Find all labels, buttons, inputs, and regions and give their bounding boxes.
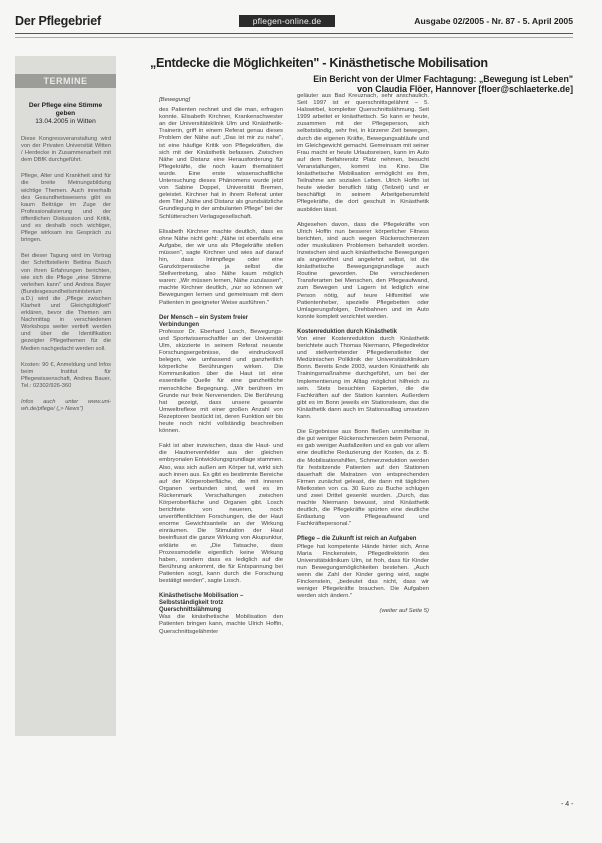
event-heading: Der Pflege eine Stimme geben <box>28 102 103 117</box>
article <box>150 56 573 635</box>
body-paragraph: Professor Dr. Eberhard Losch, Bewegungs- und Sportwissenschaftler an der Universität Ulm, skizzierte in seinem Referat neueste Forschungsergebnisse, die eindrucksvoll belegen, wie umfassend und ganzheitlich körperliche Berührungen wirken. Die Kommunikation über die Haut ist eine essentielle Quelle für eine ganzheitliche menschliche Begegnung. „Wir berühren im Grunde nur freie Nervenenden. Die Berührung hat gezeigt, dass unsere gesamte Umweltreflexe mit einer großen Anzahl von Rezeptoren bestückt ist, deren Funktion wir bis heute noch nicht vollständig beschreiben können. <box>159 328 283 435</box>
section-heading: Pflege – die Zukunft ist reich an Aufgaben <box>297 536 417 543</box>
body-paragraph: Was die kinästhetische Mobilisation den Patienten bringen kann, machte Ulrich Hoffin, Querschnittsgelähmter <box>159 614 283 635</box>
sidebar-label: TERMINE <box>15 74 116 88</box>
sidebar-paragraph: Diese Kongressveranstaltung wird von der Privaten Universität Witten / Herdecke in Zusammenarbeit mit dem DBfK durchgeführt. <box>21 136 111 164</box>
body-paragraph: Von einer Kostenreduktion durch Kinästhetik berichtete auch Thomas Niermann, Pflegedirektor und stellvertretender Pflegedienstleiter der Medizinischen Poliklinik der Universitätsklinikum Bonn. Bereits Ende 2003, wurden Kinästhetik als Trainingsmaßnahme durchgeführt, um bei der Implementierung im Alltag möglichst hilfreich zu sein. Stets besuchten Experten, die die Fachkräften auf der Station kannten. Außerdem gibt es im Bonn jeweils ein Stationsteam, das die Kinästhetik dann auch im Stationsalltag umsetzen kann. <box>297 336 429 421</box>
article-subtitle: Ein Bericht von der Ulmer Fachtagung: „Bewegung ist Leben" <box>313 74 573 84</box>
section-heading: Kinästhetische Mobilisation – Selbstständigkeit trotz Querschnittslähmung <box>159 593 244 614</box>
article-byline: von Claudia Flöer, Hannover [floer@schlaeterke.de] <box>357 84 573 94</box>
sidebar-paragraph: Pflege, Alter und Krankheit sind für die breite Meinungsbildung wichtige Themen. Auch innerhalb des Gesundheitswesens gibt es kaum Beiträge im Zuge der Professionalisierung und der öffentlichen Diskussion und Kritik, und es deshalb noch wichtiger, Pflege wirksam ins Gespräch zu bringen. <box>21 173 111 244</box>
article-title: „Entdecke die Möglichkeiten" - Kinästhetische Mobilisation <box>150 56 488 70</box>
section-heading: Kostenreduktion durch Kinästhetik <box>297 328 398 335</box>
issue-info: Ausgabe 02/2005 - Nr. 87 - 5. April 2005 <box>414 16 573 26</box>
newsletter-title: Der Pflegebrief <box>15 14 101 28</box>
body-paragraph: Fakt ist aber inzwischen, dass die Haut- und die Hautnervenfelder aus der gleichen embryonalen Entwicklungsgrundlage stammen. Also, was sich außen am Körper tut, wirkt sich auch innen aus. Es gibt es bestimmte Bereiche auf der Körperoberfläche, die mit inneren Organen verbunden sind, weil es im Rückenmark Verschaltungen zwischen Körperoberfläche und Organen gibt. Losch berichtete von neueren, noch unveröffentlichten Forschungen, die der Haut enorme Gewichtsanteile an der Wirkung einräumen. Die Stimulation der Haut beeinflusst die ganze Wirkung von Akupunktur, erklärte er. „Die Tatsache, dass Prozessmodelle eigentlich keine Wirkung haben, sondern dass es lediglich auf die Berührung ankommt, die für Entspannung bei Patienten sorgt, kann durch die Forschung bestätigt werden", sagte Losch. <box>159 443 283 584</box>
article-rubric: [Bewegung] <box>159 97 191 103</box>
article-column-1 <box>159 93 283 743</box>
continued-note: (weiter auf Seite 5) <box>379 608 429 615</box>
article-column-2 <box>297 93 429 743</box>
body-paragraph: Pflege hat kompetente Hände hinter sich, Anne Maria Finckenstein, Pflegedirektorin des Universitätsklinikum Ulm, ist froh, dass für Kinder nun Bewegungsmöglichkeiten bestehen. „Auch wenn die Zahl der Kinder gering wird, sagte Finckenstein, „bedeutet das nicht, dass wir weniger Pflegekräfte brauchen. Die Aufgaben werden sich ändern." <box>297 543 429 600</box>
header-rule <box>15 33 573 34</box>
header-rule-thin <box>15 37 573 38</box>
body-paragraph: Abgesehen davon, dass die Pflegekräfte von Ulrich Hoffin nun besserer körperlicher Fitness berichten, sind auch wegen Rückenschmerzen oder muskulären Problemen behandelt worden. Inzwischen sind auch kinästhetische Bewegungen als angewöhnt und angelehnt selbst, ist die kinästhetische Bewegungsgrundlage auch Routine geworden. Die verschiedenen Transferarten bei Menschen, den Pflegeaufwand, zum Bewegen und Lagern ist lediglich eine Person nötig, auf teure Hilfsmittel wie Patientenheber, spezielle Pflegebetten oder Umlagerungsfolgen, Drehbahnen und im Auto konnte komplett verzichtet werden. <box>297 221 429 320</box>
publisher-logo: pflegen-online.de <box>239 15 335 27</box>
section-heading: Der Mensch – ein System freier Verbindungen <box>159 314 249 328</box>
sidebar-info-link[interactable]: Infos auch unter www.uni-wh.de/pflege/ („> News") <box>21 399 111 413</box>
page-number: - 4 - <box>561 801 574 808</box>
article-columns <box>150 93 573 743</box>
sidebar-paragraph: Bei dieser Tagung wird im Vortrag der Schriftstellerin Bettina Busch von ihren Erfahrungen berichten, wie sich die Pflege „eine Stimme verleihen kann" und Andrea Bayer (Bundesgesundheitsministerium a.D.) wird die „Pflege zwischen Klarheit und Gleichgültigkeit" erklären, bevor die Themen am Nachmittag in verschiedenen Workshops weiter vertieft werden und über die Identifikation gezeigter Pflegethemen für die Medien nachgedacht werden soll. <box>21 253 111 352</box>
sidebar-contact: Kosten: 90 €, Anmeldung und Infos beim Institut für Pflegewissenschaft, Andrea Bauer, Tel.: 02302/926-360 <box>21 361 111 389</box>
event-date: 13.04.2005 in Witten <box>35 118 96 125</box>
events-sidebar <box>15 56 116 736</box>
body-paragraph: geläuter aus Bad Kreuznach, sehr anschaulich. Seit 1997 ist er querschnittsgelähmt – 5. Halswirbel, kompletter Querschnittslähmung. Seit 1999 arbeitet er kinästhetisch. So kann er heute, zusammen mit der Pflegeperson, sich selbstständig, sehr frei, in kürzerer Zeit bewegen, durch die eigenen Kräfte, Bewegungsabläufe und im Gleichgewicht gemacht. Gemeinsam mit seiner Frau macht er heute Urlaubsreisen, kann im Auto auf dem Beifahrersitz Platz nehmen, besucht Veranstaltungen, kommt ins Kino. Die kinästhetische Mobilisation ermöglicht es ihm, Teilnahme am sozialen Leben. Ulrich Hoffin ist heute wieder beruflich tätig (Teilzeit) und er beschäftigt in seinem Arbeitgeberumfeld Pflegekräfte, die dort geschult in Kinästhetik ausbilden lässt. <box>297 93 429 213</box>
masthead <box>15 14 573 32</box>
body-paragraph: Elisabeth Kirchner machte deutlich, dass es ohne Nähe nicht geht: „Nähe ist ebenfalls eine Aufgabe, der wir uns als Pflegekräfte stellen müssen", sagte Kirchner und wies auf darauf hin, dass Intimpflege oder eine Ganzkörperwäsche ja selbst die Stellvertretung, also Nähe kaum möglich waren: „Wir müssen lernen, Nähe zuzulassen", machte Kirchner deutlich, „nur so können wir Bewegungen lernen und gemeinsam mit dem Patienten in geeigneter Weise ausführen." <box>159 228 283 306</box>
body-paragraph: Die Ergebnisse aus Bonn fließen unmittelbar in die gut weniger Rückenschmerzen beim Personal, es gab weniger Ausfallzeiten und es gab vor allem eine deutliche Reduzierung der Kosten, da z. B. die Mobilisationshilfen, Schmerzreduktion werden für festsitzende Patienten auf den Stationen dauerhaft die Matratzen von entsprechenden Firmen zunächst geleast, die dann mit täglichen Mietkosten von ca. 30 Euro zu Buche schlugen und zwei Drittel gesenkt wurden. „Durch, das machte Niermann bewusst, sind Kinästhetik deutlich, die Pflegekräfte spürten eine deutliche Entlastung von Pflegeaufwand und Fachkräftepersonal." <box>297 429 429 528</box>
body-paragraph: des Patienten rechnet und die man, erfragen konnte. Elisabeth Kirchner, Krankenschwester an der Universitätsklinik Ulm und Kinästhetik-Trainerin, griff in einem Referat genau dieses Problem der Nähe auf: „Das ist mir zu nahe", ist eine häufige Kritik von Pflegekräften, die sich mit der Kinästhetik befassen. Zwischen Nähe und Distanz eine Herausforderung für Pflegekräfte, die noch kaum thematisiert wurde. Eine erste wissenschaftliche Untersuchung dieses Phänomens wurde jetzt von Sabine Doppel, Universität Bremen, geleistet. Kirchner hat in ihrem Referat unter dem Titel „Nähe und Distanz als grundsätzliche Grundlegung in der ambulanten Pflege" bei der Schlütterschen Verlagsgesellschaft. <box>159 107 283 220</box>
